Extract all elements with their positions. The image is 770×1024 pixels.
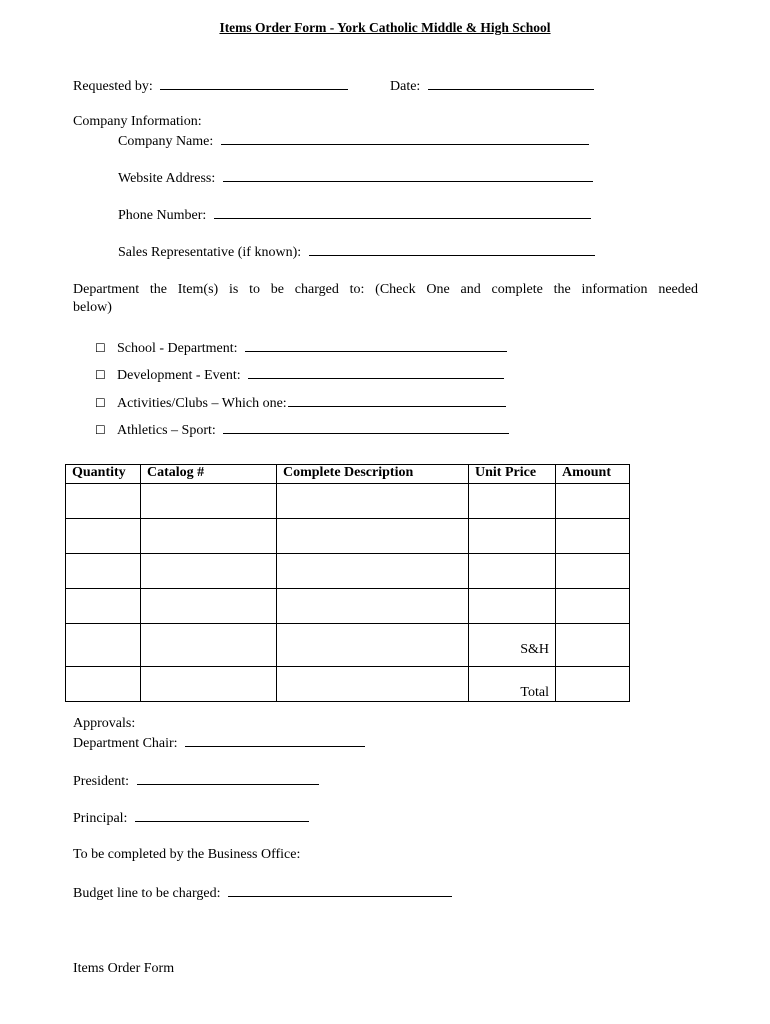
table-cell[interactable] bbox=[66, 484, 141, 519]
table-cell[interactable] bbox=[556, 554, 630, 589]
header-quantity: Quantity bbox=[66, 465, 141, 484]
checkbox-icon[interactable]: ☐ bbox=[95, 423, 106, 437]
table-row bbox=[66, 484, 630, 519]
website-label: Website Address: bbox=[118, 171, 216, 186]
table-cell[interactable] bbox=[66, 667, 141, 702]
phone-row bbox=[118, 206, 591, 224]
sales-rep-label: Sales Representative (if known): bbox=[118, 245, 302, 260]
header-unit-price: Unit Price bbox=[469, 465, 556, 484]
table-cell[interactable] bbox=[556, 589, 630, 624]
school-department-field[interactable] bbox=[245, 339, 507, 352]
table-row bbox=[66, 519, 630, 554]
phone-field[interactable] bbox=[214, 206, 591, 219]
option-label: School - Department: bbox=[117, 341, 238, 356]
requested-by-row bbox=[73, 77, 348, 95]
table-row-total bbox=[66, 667, 630, 702]
president-field[interactable] bbox=[137, 772, 319, 785]
president-row bbox=[73, 772, 319, 790]
option-label: Activities/Clubs – Which one: bbox=[117, 396, 287, 411]
option-development bbox=[95, 366, 504, 384]
table-cell[interactable] bbox=[277, 484, 469, 519]
department-instruction-line1: Department the Item(s) is to be charged to: (Check One and complete the information needed bbox=[73, 282, 698, 297]
table-cell[interactable] bbox=[277, 554, 469, 589]
option-activities bbox=[95, 394, 506, 412]
page-title: Items Order Form - York Catholic Middle & High School bbox=[219, 20, 551, 35]
principal-label: Principal: bbox=[73, 811, 128, 826]
table-cell[interactable] bbox=[141, 519, 277, 554]
page-footer: Items Order Form bbox=[73, 961, 175, 976]
approvals-heading: Approvals: bbox=[73, 716, 136, 731]
dept-chair-row bbox=[73, 734, 365, 752]
dept-chair-label: Department Chair: bbox=[73, 736, 178, 751]
table-cell[interactable] bbox=[141, 624, 277, 667]
athletics-sport-field[interactable] bbox=[223, 421, 509, 434]
sales-rep-row bbox=[118, 243, 595, 261]
table-cell[interactable] bbox=[277, 589, 469, 624]
table-cell[interactable] bbox=[66, 624, 141, 667]
table-cell[interactable] bbox=[66, 519, 141, 554]
table-cell[interactable] bbox=[277, 519, 469, 554]
table-cell[interactable] bbox=[66, 589, 141, 624]
option-athletics bbox=[95, 421, 509, 439]
date-label: Date: bbox=[390, 79, 421, 94]
date-row bbox=[390, 77, 594, 95]
activities-clubs-field[interactable] bbox=[288, 394, 506, 407]
business-office-heading: To be completed by the Business Office: bbox=[73, 847, 301, 862]
table-row bbox=[66, 589, 630, 624]
option-label: Athletics – Sport: bbox=[117, 423, 216, 438]
principal-row bbox=[73, 809, 309, 827]
sh-label: S&H bbox=[469, 624, 556, 667]
table-cell[interactable] bbox=[556, 519, 630, 554]
table-cell[interactable] bbox=[141, 484, 277, 519]
table-cell[interactable] bbox=[469, 554, 556, 589]
table-cell[interactable] bbox=[277, 667, 469, 702]
table-cell[interactable] bbox=[141, 589, 277, 624]
table-cell[interactable] bbox=[469, 484, 556, 519]
budget-line-label: Budget line to be charged: bbox=[73, 886, 221, 901]
option-label: Development - Event: bbox=[117, 368, 241, 383]
table-cell[interactable] bbox=[141, 667, 277, 702]
company-name-label: Company Name: bbox=[118, 134, 214, 149]
table-cell[interactable] bbox=[66, 554, 141, 589]
total-amount-cell[interactable] bbox=[556, 667, 630, 702]
dept-chair-field[interactable] bbox=[185, 734, 365, 747]
requested-by-label: Requested by: bbox=[73, 79, 153, 94]
requested-by-field[interactable] bbox=[160, 77, 348, 90]
company-name-row bbox=[118, 132, 589, 150]
total-label: Total bbox=[469, 667, 556, 702]
header-catalog: Catalog # bbox=[141, 465, 277, 484]
company-name-field[interactable] bbox=[221, 132, 589, 145]
items-table bbox=[65, 464, 630, 702]
company-info-heading: Company Information: bbox=[73, 114, 202, 129]
budget-line-field[interactable] bbox=[228, 884, 452, 897]
development-event-field[interactable] bbox=[248, 366, 504, 379]
option-school bbox=[95, 339, 507, 357]
date-field[interactable] bbox=[428, 77, 594, 90]
table-row-shipping bbox=[66, 624, 630, 667]
table-header-row bbox=[66, 465, 630, 484]
phone-label: Phone Number: bbox=[118, 208, 207, 223]
table-cell[interactable] bbox=[141, 554, 277, 589]
budget-line-row bbox=[73, 884, 452, 902]
table-cell[interactable] bbox=[469, 589, 556, 624]
sh-amount-cell[interactable] bbox=[556, 624, 630, 667]
table-cell[interactable] bbox=[469, 519, 556, 554]
table-row bbox=[66, 554, 630, 589]
department-instruction-line2: below) bbox=[73, 300, 112, 315]
header-description: Complete Description bbox=[277, 465, 469, 484]
sales-rep-field[interactable] bbox=[309, 243, 595, 256]
website-row bbox=[118, 169, 593, 187]
checkbox-icon[interactable]: ☐ bbox=[95, 396, 106, 410]
website-field[interactable] bbox=[223, 169, 593, 182]
principal-field[interactable] bbox=[135, 809, 309, 822]
header-amount: Amount bbox=[556, 465, 630, 484]
president-label: President: bbox=[73, 774, 129, 789]
checkbox-icon[interactable]: ☐ bbox=[95, 368, 106, 382]
checkbox-icon[interactable]: ☐ bbox=[95, 341, 106, 355]
table-cell[interactable] bbox=[556, 484, 630, 519]
table-cell[interactable] bbox=[277, 624, 469, 667]
